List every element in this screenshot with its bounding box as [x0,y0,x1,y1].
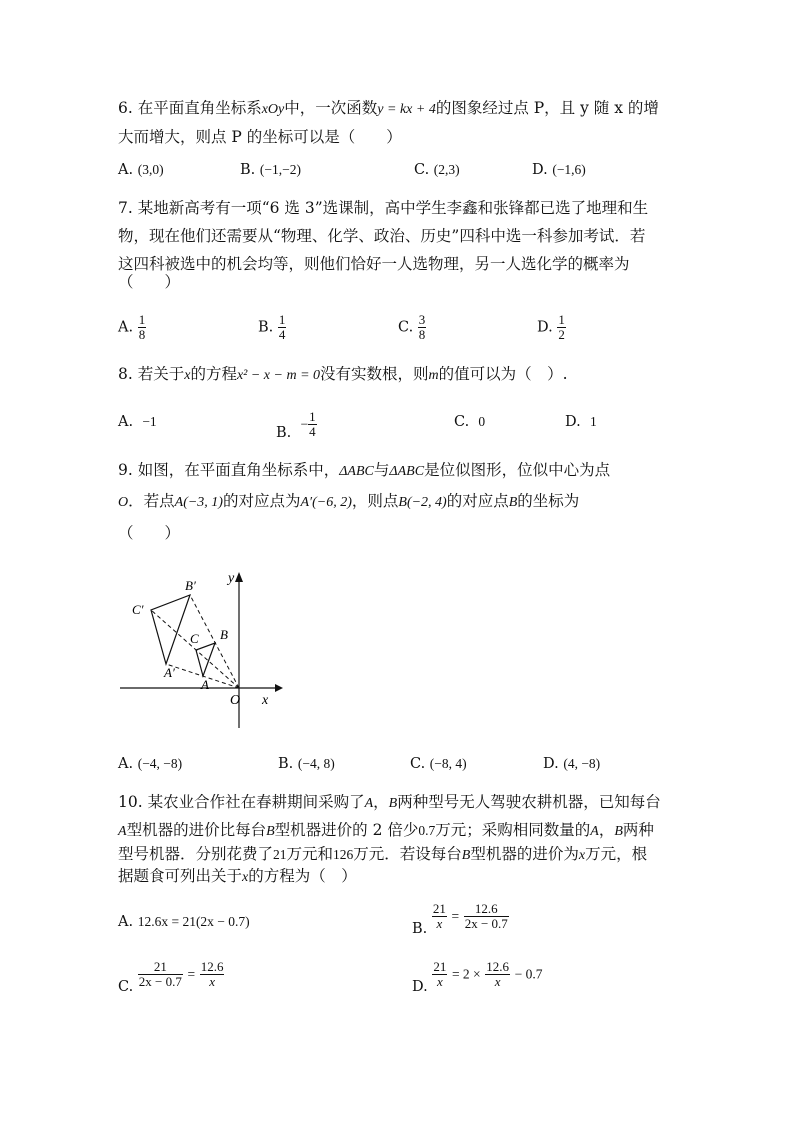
q9-line-3: （ ） [118,524,181,542]
label-b-prime: B′ [185,578,196,593]
q7-line-3: 这四科被选中的机会均等，则他们恰好一人选物理，另一人选化学的概率为 [118,255,630,273]
q8-option-b[interactable]: B. − $\frac{1}{4}$ [276,409,316,441]
fraction: $\frac{12.6}{x}$ [486,959,510,989]
y-axis-arrow-icon [235,572,243,582]
label-c: C [190,631,199,646]
label-c-prime: C′ [132,602,144,617]
q9-line-1: 9. 如图，在平面直角坐标系中，ΔABC与ΔABC是位似图形，位似中心为点 [118,461,611,479]
q7-option-c[interactable]: C. $\frac{3}{8}$ [398,312,426,342]
fraction: $\frac{3}{8}$ [418,312,426,342]
q8-option-d[interactable]: D. 1 [565,414,597,430]
fraction: $\frac{21}{x}$ [432,901,446,931]
q8-option-c[interactable]: C. 0 [454,414,486,430]
q8-option-a[interactable]: A. −1 [118,414,157,430]
label-x: x [262,693,269,708]
q6-option-a[interactable]: A. (3,0) [118,162,164,178]
q6-line-1 [118,98,659,120]
label-b: B [220,627,228,642]
q10-line-1: 10. 某农业合作社在春耕期间采购了A，B两种型号无人驾驶农耕机器，已知每台 [118,793,661,811]
q6-line-2: 大而增大，则点 P 的坐标可以是（ ） [118,128,402,146]
q6-text-c: 的图象经过点 P，且 y 随 x 的增 [435,99,659,117]
q9-option-b[interactable]: B. (−4, 8) [278,756,335,772]
fraction: $\frac{1}{4}$ [309,409,316,439]
q8-line-1: 8. 若关于x的方程x² − x − m = 0没有实数根，则m的值可以为（ ）. [118,365,568,383]
q6-xoy: xOy [261,102,285,117]
q9-figure [110,560,290,730]
q6-function: y = kx + 4 [377,102,436,117]
label-o: O [230,693,241,708]
triangle-abc [196,643,215,676]
q6-text-b: 中，一次函数 [284,99,378,117]
q7-option-d[interactable]: D. $\frac{1}{2}$ [537,312,565,342]
fraction: $\frac{1}{4}$ [278,312,286,342]
q10-line-4: 据题食可列出关于x的方程为（ ） [118,867,357,885]
q10-line-3: 型号机器．分别花费了21万元和126万元．若设每台B型机器的进价为x万元，根 [118,845,648,863]
q9-option-d[interactable]: D. (4, −8) [543,756,601,772]
q10-line-2: A型机器的进价比每台B型机器进价的 2 倍少0.7万元；采购相同数量的A，B两种 [118,821,654,839]
label-y: y [228,571,235,586]
q7-option-b[interactable]: B. $\frac{1}{4}$ [258,312,286,342]
fraction: $\frac{21}{2x - 0.7}$ [138,959,182,989]
triangle-a2b2c2 [151,595,190,664]
q7-line-4: （ ） [118,273,181,291]
q6-option-d[interactable]: D. (−1,6) [532,162,586,178]
q8-equation: x² − x − m = 0 [236,368,321,383]
label-a: A [201,677,209,692]
q10-option-d[interactable]: D. $\frac{21}{x}$ = 2 × $\frac{12.6}{x}$ − 0.7 [412,959,543,995]
q7-option-a[interactable]: A. $\frac{1}{8}$ [118,312,146,342]
q7-line-1: 7. 某地新高考有一项“6 选 3”选课制，高中学生李鑫和张锋都已选了地理和生 [118,199,649,217]
fraction: $\frac{1}{2}$ [558,312,565,342]
fraction: $\frac{12.6}{x}$ [200,959,224,989]
q9-option-c[interactable]: C. (−8, 4) [410,756,467,772]
q6-option-c[interactable]: C. (2,3) [414,162,460,178]
q9-line-2: O．若点A(−3, 1)的对应点为A′(−6, 2)，则点B(−2, 4)的对应点B的坐标为 [118,492,580,510]
fraction: $\frac{1}{8}$ [138,312,146,342]
q10-option-a[interactable]: A. 12.6x = 21(2x − 0.7) [118,914,250,930]
q10-option-c[interactable]: C. $\frac{21}{2x - 0.7}$ = $\frac{12.6}{x}$ [118,959,224,995]
q7-line-2: 物，现在他们还需要从“物理、化学、政治、历史”四科中选一科参加考试．若 [118,227,646,245]
label-a-prime: A′ [164,665,175,680]
q9-option-a[interactable]: A. (−4, −8) [118,756,183,772]
q10-option-b[interactable]: B. $\frac{21}{x}$ = $\frac{12.6}{2x - 0.7}$ [412,901,508,937]
fraction: $\frac{12.6}{2x - 0.7}$ [464,901,508,931]
fraction: $\frac{21}{x}$ [433,959,447,989]
q6-text: 6. 在平面直角坐标系 [118,99,262,117]
x-axis-arrow-icon [275,684,283,692]
q6-option-b[interactable]: B. (−1,−2) [240,162,301,178]
